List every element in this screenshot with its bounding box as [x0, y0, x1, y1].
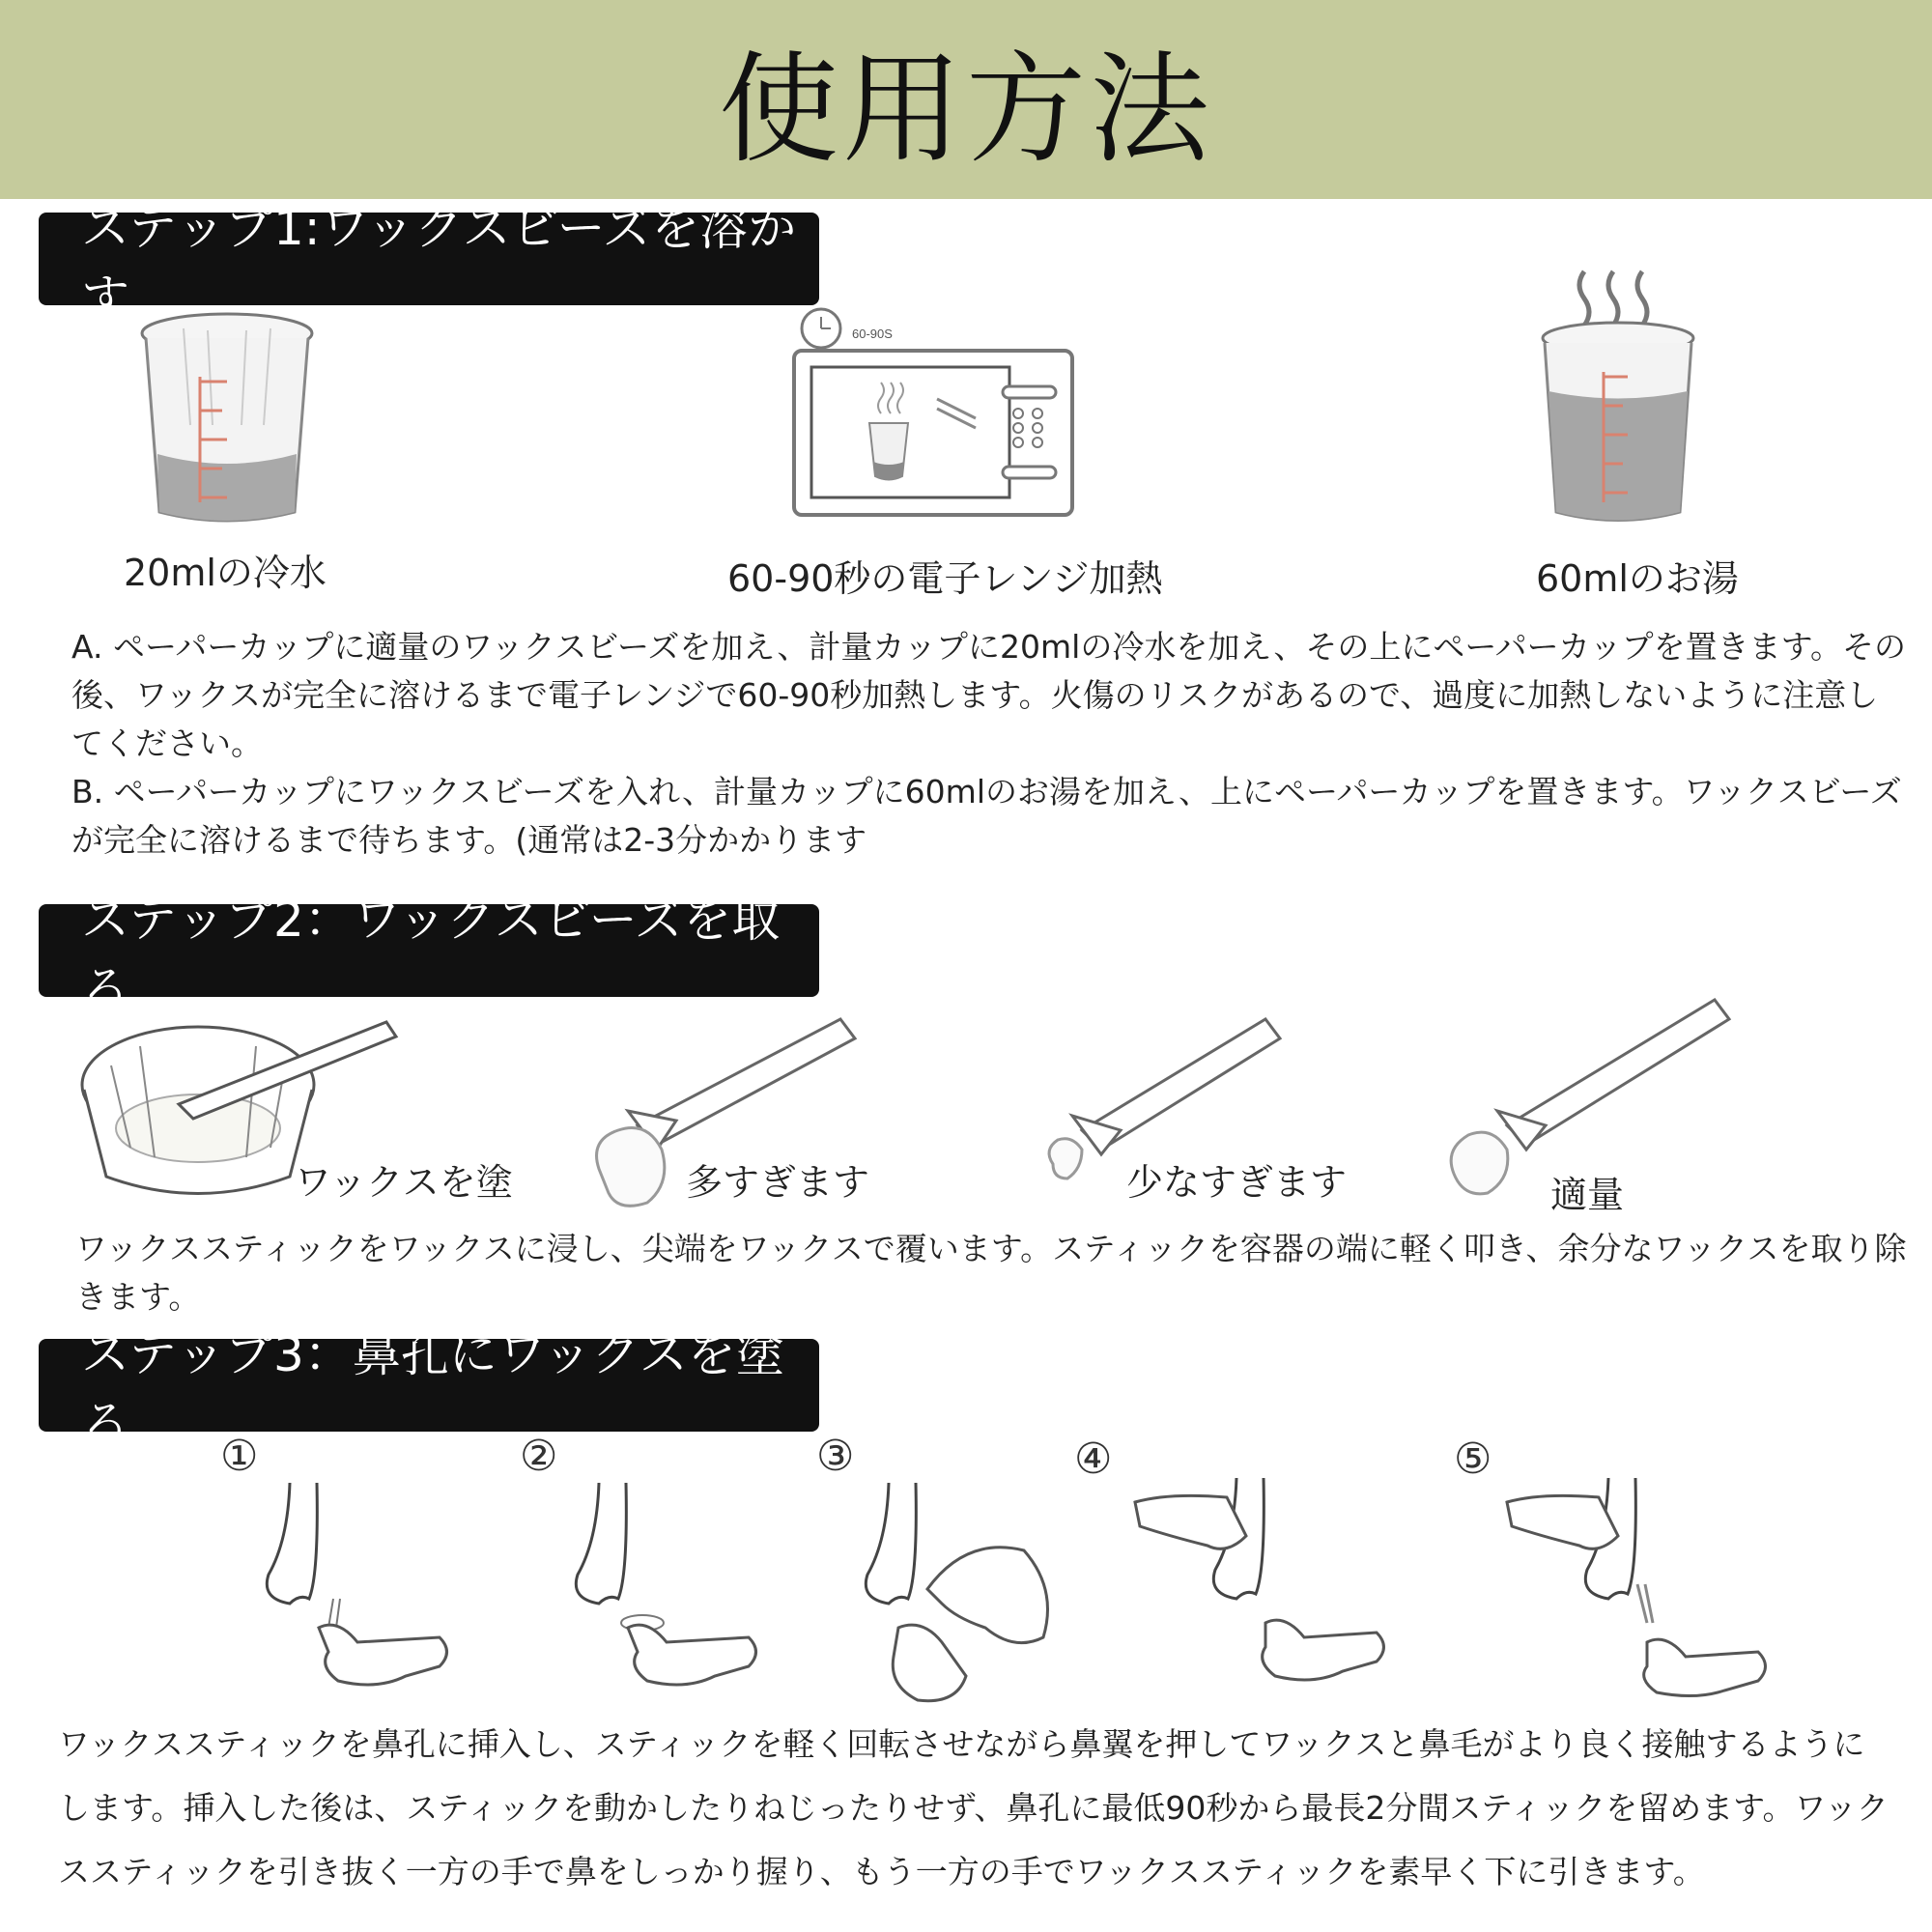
microwave-illustration [792, 307, 1082, 520]
step3-paragraph: ワックススティックを鼻孔に挿入し、スティックを軽く回転させながら鼻翼を押してワックスと鼻毛がより良く接触するようにします。挿入した後は、スティックを動かしたりねじったりせず、鼻孔に最低90秒から最長2分間スティックを留めます。ワックススティックを引き抜く一方の手で鼻をしっかり握り、もう一方の手でワックススティックを素早く下に引きます。 [58, 1725, 1889, 1890]
step3-number-2: ② [520, 1432, 558, 1481]
step2-paragraph: ワックススティックをワックスに浸し、尖端をワックスで覆います。スティックを容器の端に軽く叩き、余分なワックスを取り除きます。 [75, 1230, 1907, 1316]
step2-title: ステップ2：ワックスビーズを取る [39, 904, 819, 997]
press-nostril-illustration-3 [850, 1483, 1063, 1710]
step3-number-3: ③ [816, 1432, 855, 1481]
step1-instructions [71, 623, 1907, 865]
measuring-cup-cold-water-illustration [130, 309, 324, 531]
step2-instructions [75, 1225, 1911, 1321]
microwave-timer-label: 60-90S [852, 327, 893, 341]
step1-paragraph-b: B. ペーパーカップにワックスビーズを入れ、計量カップに60mlのお湯を加え、上にペーパーカップを置きます。ワックスビーズが完全に溶けるまで待ちます。(通常は2-3分かかります [71, 773, 1902, 859]
caption-right-amount: 適量 [1550, 1174, 1625, 1216]
caption-too-little: 少なすぎます [1126, 1161, 1348, 1204]
step3-number-5: ⑤ [1454, 1435, 1492, 1484]
step1-paragraph-a: A. ペーパーカップに適量のワックスビーズを加え、計量カップに20mlの冷水を加え、その上にペーパーカップを置きます。その後、ワックスが完全に溶けるまで電子レンジで60-90秒加熱します。火傷のリスクがあるので、過度に加熱しないように注意してください。 [71, 628, 1907, 762]
caption-apply-wax: ワックスを塗 [295, 1161, 513, 1204]
caption-cold-water: 20mlの冷水 [124, 552, 327, 594]
step1-title: ステップ1:ワックスビーズを溶かす [39, 213, 819, 305]
hold-stick-illustration-4 [1130, 1478, 1391, 1686]
caption-hot-water: 60mlのお湯 [1536, 557, 1739, 600]
step3-number-1: ① [220, 1432, 259, 1481]
insert-stick-illustration-2 [570, 1483, 763, 1690]
step3-instructions [58, 1713, 1893, 1904]
insert-stick-illustration-1 [261, 1483, 454, 1690]
measuring-cup-hot-water-illustration [1531, 266, 1705, 531]
pull-stick-illustration-5 [1502, 1478, 1773, 1700]
step3-title: ステップ3：鼻孔にワックスを塗る [39, 1339, 819, 1432]
page-title: 使用方法 [718, 41, 1213, 180]
caption-too-much: 多すぎます [686, 1161, 870, 1204]
step3-number-4: ④ [1074, 1435, 1113, 1484]
page-header [0, 0, 1932, 199]
caption-microwave: 60-90秒の電子レンジ加熱 [727, 557, 1163, 600]
